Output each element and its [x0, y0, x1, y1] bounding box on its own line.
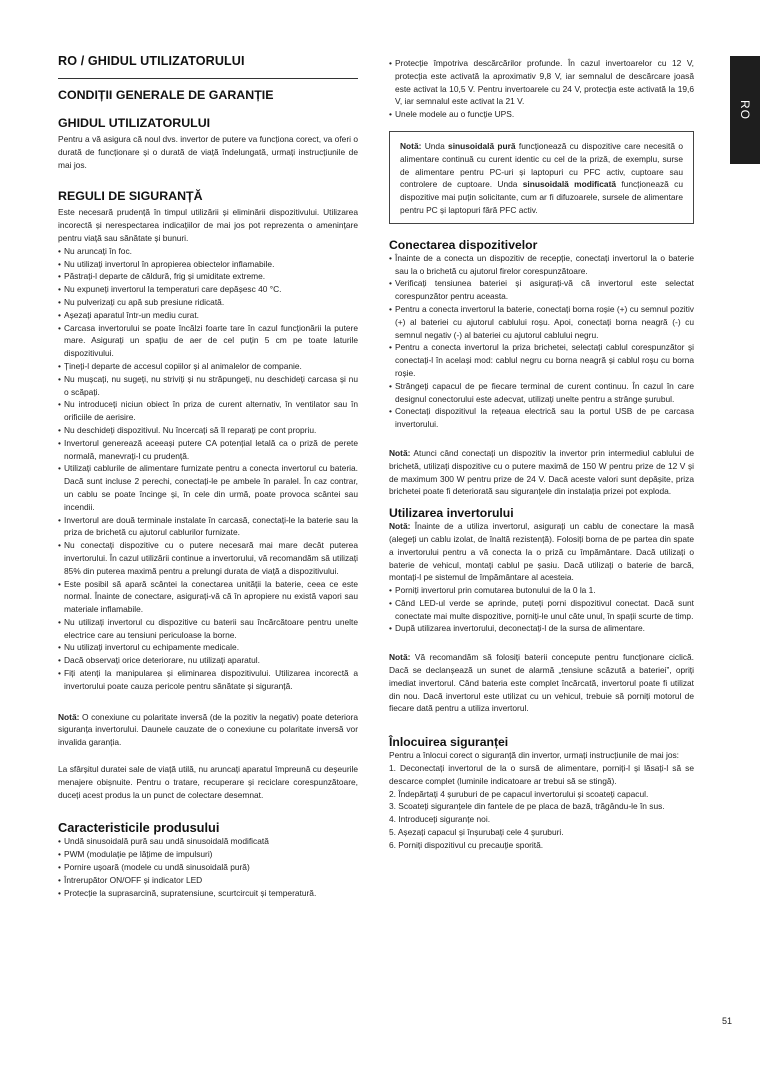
list-item: • Nu deschideți dispozitivul. Nu încercați să îl reparați pe cont propriu. [58, 424, 358, 437]
list-item: • Pornire ușoară (modele cu undă sinusoidală pură) [58, 861, 358, 874]
list-item: 1. Deconectați invertorul de la o sursă de alimentare, porniți-l și lăsați-l să se descarce complet (luminile indicatoare ar trebui să se stingă). [389, 763, 694, 786]
note-emphasis: sinusoidală modificată [522, 179, 617, 190]
left-column [58, 52, 358, 899]
list-item: • Nu mușcați, nu sugeți, nu striviți și nu străpungeți, nu deschideți carcasa și nu o scăpați. [58, 373, 358, 399]
list-item: • Nu aruncați în foc. [58, 245, 358, 258]
list-item: • Conectați dispozitivul la rețeaua electrică sau la portul USB de pe carcasa invertorului. [389, 405, 694, 431]
note-text: Vă recomandăm să folosiți baterii concepute pentru funcționare ciclică. Dacă se declanșează un sunet de alarmă „tensiune scăzută a bateriei”, opriți imediat invertorul. Când bateria este complet încărcată, invertorul poate fi utilizat din nou. Dacă invertorul este utilizat cu un vehicul, trebuie să porniți motorul de fiecare dată pentru a utiliza invertorul. [389, 652, 694, 714]
language-tab [730, 56, 760, 164]
list-item: • Invertorul are două terminale instalate în carcasă, conectați-le la baterie sau la priza de brichetă cu ajutorul cablurilor furnizate. [58, 514, 358, 540]
usage-heading: Utilizarea invertorului [389, 506, 514, 521]
language-code: RO [738, 100, 752, 120]
features-list [58, 835, 358, 899]
note-text: Înainte de a utiliza invertorul, asigurați un cablu de conectare la masă (alegeți un cablu izolat, de înaltă rezistență). Folosiți borna de pe partea din spate a invertorului pentru a vă conecta la o priză cu împământare. Dacă utilizați o baterie de vehicul, montați cablul pe șasiu. Dacă utilizați o baterie de barcă, montați-l pe sistemul de împământare al acesteia. [389, 521, 694, 583]
list-item: • Utilizați cablurile de alimentare furnizate pentru a conecta invertorul cu bateria. Dacă sunt incluse 2 perechi, conectați-le pe ambele în paralel. În caz contrar, un cablu se poate încinge și, în cele din urmă, poate provoca scântei sau incendii. [58, 462, 358, 513]
list-item: • Nu utilizați invertorul cu dispozitive cu baterii sau încărcătoare pentru unelte electrice care au tensiuni periculoase la borne. [58, 616, 358, 642]
warranty-heading: CONDIȚII GENERALE DE GARANȚIE [58, 88, 274, 102]
list-item: • Țineți-l departe de accesul copiilor și al animalelor de companie. [58, 360, 358, 373]
note-label: Notă: [400, 140, 422, 151]
features-list-continued [389, 57, 694, 121]
list-item: • Înainte de a conecta un dispozitiv de recepție, conectați invertorul la o baterie sau la o brichetă cu ajutorul firelor corespunzătoare. [389, 252, 694, 278]
lighter-note [389, 447, 694, 498]
list-item: • Nu expuneți invertorul la temperaturi care depășesc 40 °C. [58, 283, 358, 296]
sine-wave-note-box [389, 131, 694, 224]
list-item: • După utilizarea invertorului, deconectați-l de la sursa de alimentare. [389, 622, 694, 635]
safety-list [58, 245, 358, 693]
list-item: • Nu introduceți niciun obiect în priza de curent alternativ, în ventilator sau în orificiile de aerisire. [58, 398, 358, 424]
note-text: O conexiune cu polaritate inversă (de la pozitiv la negativ) poate deteriora siguranța invertorului. Daunele cauzate de o conexiune cu polaritate inversă vor invalida garanția. [58, 711, 358, 748]
list-item: 5. Așezați capacul și înșurubați cele 4 șuruburi. [389, 827, 564, 838]
list-item: • Pentru a conecta invertorul la priza brichetei, selectați cablul corespunzător și conectați-l în același mod: cablul negru cu borna neagră și cablul roșu cu borna roșie. [389, 341, 694, 379]
list-item: • Este posibil să apară scântei la conectarea unității la baterie, ceea ce este normal. Înainte de conectare, asigurați-vă că în apropiere nu există vapori sau materiale inflamabile. [58, 578, 358, 616]
list-item: • Nu pulverizați cu apă sub presiune ridicată. [58, 296, 358, 309]
features-heading: Caracteristicile produsului [58, 820, 220, 836]
list-item: • Protecție la suprasarcină, supratensiune, scurtcircuit și temperatură. [58, 887, 358, 900]
list-item: 6. Porniți dispozitivul cu precauție sporită. [389, 839, 544, 850]
note-text: funcționează cu dispozitive care necesită o alimentare continuă cu curent identic cu cel de la priză, de exemplu, surse de alimentare pentru PC-uri și laptopuri cu PFC activ, cuptoare sau controlere de cuptoare. Unda [400, 140, 683, 190]
list-item: • Verificați tensiunea bateriei și asigurați-vă că invertorul este selectat corespunzător pentru aceasta. [389, 277, 694, 303]
list-item: • Unele modele au o funcție UPS. [389, 108, 694, 121]
list-item: • Strângeți capacul de pe fiecare terminal de curent continuu. În cazul în care designul conectorului este adecvat, utilizați unelte pentru a strânge șurubul. [389, 380, 694, 406]
list-item: • Fiți atenți la manipularea și eliminarea dispozitivului. Utilizarea incorectă a invertorului poate cauza pericole pentru sănătate și siguranță. [58, 667, 358, 693]
list-item: • Păstrați-l departe de căldură, frig și umiditate extremе. [58, 270, 358, 283]
list-item: • Pentru a conecta invertorul la baterie, conectați borna roșie (+) cu semnul pozitiv (+) al bateriei cu ajutorul cablului roșu. Apoi, conectați borna neagră (-) cu semnul negativ (-) al bateriei cu ajutorul cablului negru. [389, 303, 694, 341]
list-item: • Carcasa invertorului se poate încălzi foarte tare în cazul funcționării la putere mare. Asigurați un spațiu de aer de cel puțin 5 cm pe toate laturile dispozitivului. [58, 322, 358, 360]
note-label: Notă: [389, 521, 411, 532]
disposal-paragraph: La sfârșitul duratei sale de viață utilă, nu aruncați aparatul împreună cu deșeurile menajere obișnuite. Pentru o tratare, recuperare și reciclare corespunzătoare, duceți acest produs la un punct de colectare desemnat. [58, 764, 358, 800]
list-item: • Nu conectați dispozitive cu o putere necesară mai mare decât puterea invertorului. În cazul utilizării continue a invertorului, vă recomandăm să utilizați 85% din puterea maximă pentru a prelungi durata de viață a dispozitivului. [58, 539, 358, 577]
list-item: • Întrerupător ON/OFF și indicator LED [58, 874, 358, 887]
list-item: • Dacă observați orice deteriorare, nu utilizați aparatul. [58, 654, 358, 667]
list-item: 3. Scoateți siguranțele din fantele de pe placa de bază, trăgându-le în sus. [389, 801, 665, 812]
note-label: Notă: [58, 711, 80, 722]
safety-heading: REGULI DE SIGURANȚĂ [58, 189, 203, 204]
list-item: • Când LED-ul verde se aprinde, puteți porni dispozitivul conectat. Dacă sunt conectate mai multe dispozitive, porniți-le unul câte unul, în spații scurte de timp. [389, 597, 694, 623]
right-column [389, 57, 694, 852]
list-item: 2. Îndepărtați 4 șuruburi de pe capacul invertorului și scoateți capacul. [389, 788, 649, 799]
guide-heading: GHIDUL UTILIZATORULUI [58, 116, 211, 130]
list-item: • Undă sinusoidală pură sau undă sinusoidală modificată [58, 835, 358, 848]
title-divider [58, 78, 358, 79]
note-label: Notă: [389, 652, 411, 663]
fuse-steps [389, 762, 694, 852]
list-item: • Așezați aparatul într-un mediu curat. [58, 309, 358, 322]
fuse-heading: Înlocuirea siguranței [389, 735, 509, 750]
safety-intro: Este necesară prudență în timpul utilizării și eliminării dispozitivului. Utilizarea incorectă și nerespectarea indicațiilor de mai jos pot reprezenta o amenințare pentru viață sau sănătate și bunuri. [58, 207, 358, 243]
guide-paragraph: Pentru a vă asigura că noul dvs. invertor de putere va funcționa corect, va oferi o durată de funcționare și o durată de viață îndelungată, urmați instrucțiunile de mai jos. [58, 134, 358, 170]
note-emphasis: sinusoidală pură [448, 140, 516, 151]
polarity-note [58, 711, 358, 749]
list-item: • Protecție împotriva descărcărilor profunde. În cazul invertoarelor cu 12 V, protecția este activată la aproximativ 9,8 V, iar semnalul de descărcare joasă este activat la 10,5 V. Pentru invertoarele cu 24 V, protecția este activată la 19,6 V, iar semnalul este activat la 21 V. [389, 57, 694, 108]
list-item: • Nu utilizați invertorul cu echipamente medicale. [58, 641, 358, 654]
note-text: funcționează cu dispozitive mai puțin solicitante, cum ar fi difuzoarele, sursele de alimentare pentru PC și laptopuri fără PFC activ. [400, 179, 683, 215]
sine-wave-note [400, 140, 683, 217]
list-item: • Porniți invertorul prin comutarea butonului de la 0 la 1. [389, 584, 694, 597]
list-item: • Nu utilizați invertorul în apropierea obiectelor inflamabile. [58, 258, 358, 271]
page-number: 51 [721, 1016, 732, 1026]
fuse-intro: Pentru a înlocui corect o siguranță din invertor, urmați instrucțiunile de mai jos: [389, 750, 680, 761]
note-text: Atunci când conectați un dispozitiv la invertor prin intermediul cablului de brichetă, utilizați dispozitive cu o putere maximă de 150 W pentru prize de 12 V și de maximum 300 W pentru prize de 24 V. Dacă aceste valori sunt depășite, priza brichetei poate fi deteriorată sau siguranțele din instalația prizei pot exploda. [389, 447, 694, 497]
battery-note [389, 651, 694, 715]
connect-heading: Conectarea dispozitivelor [389, 237, 538, 252]
list-item: • PWM (modulație pe lățime de impulsuri) [58, 848, 358, 861]
usage-note [389, 520, 694, 584]
connect-list [389, 252, 694, 431]
list-item: 4. Introduceți siguranțe noi. [389, 814, 491, 825]
usage-list [389, 584, 694, 635]
list-item: • Invertorul generează aceeași putere CA potențial letală ca o priză de perete normală, manevrați-l cu prudență. [58, 437, 358, 463]
note-label: Notă: [389, 447, 411, 458]
note-text: Unda [421, 140, 449, 151]
page-title: RO / GHIDUL UTILIZATORULUI [58, 54, 245, 68]
